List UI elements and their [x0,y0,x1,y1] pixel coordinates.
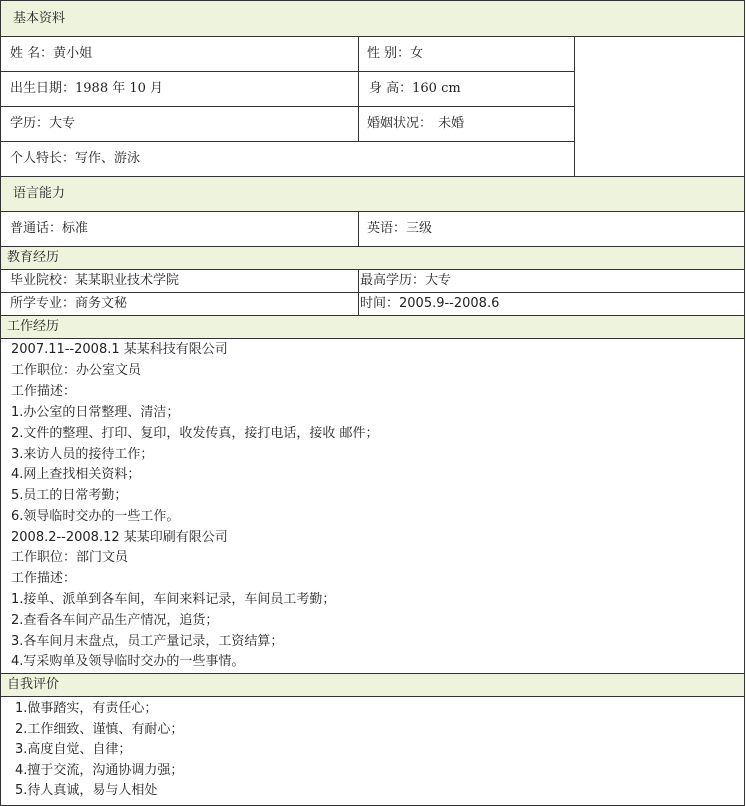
self-eval-line: 1.做事踏实，有责任心； [15,701,158,716]
name-label: 姓 名： [10,46,54,61]
section-language-title: 语言能力 [13,186,66,201]
gender-cell [358,36,575,72]
height-cell [358,71,575,107]
photo-cell [574,36,745,177]
marital-cell [358,106,575,142]
period-cell [358,292,745,316]
work-line: 2007.11--2008.1 某某科技有限公司 [11,342,228,357]
section-basic-header [0,0,745,37]
section-work-title: 工作经历 [7,319,60,334]
section-basic-title: 基本资料 [13,11,66,26]
english-level: 英语：三级 [367,221,433,236]
work-line: 1.办公室的日常整理、清洁； [11,405,180,420]
major-text: 所学专业：商务文秘 [10,296,128,311]
marital-label: 婚姻状况： [367,116,433,131]
skills-label: 个人特长： [10,151,76,166]
work-line: 工作描述： [11,384,77,399]
gender-label: 性 别： [367,46,411,61]
name-value: 黄小姐 [53,46,93,61]
height-label: 身 高： [369,81,413,96]
work-line: 工作职位：部门文员 [11,550,129,565]
edu-value: 大专 [49,116,76,131]
self-eval-content [0,696,745,806]
work-line: 2.文件的整理、打印、复印，收发传真，接打电话，接收 邮件； [11,426,379,441]
mandarin-level: 普通话：标准 [10,221,89,236]
work-line: 1.接单、派单到各车间，车间来料记录，车间员工考勤； [11,592,336,607]
section-self-eval-header [0,673,745,697]
work-line: 5.员工的日常考勤； [11,488,128,503]
birth-cell [0,71,359,107]
marital-value: 未婚 [438,116,465,131]
work-line: 2008.2--2008.12 某某印刷有限公司 [11,530,228,545]
section-self-eval-title: 自我评价 [7,677,60,692]
degree-text: 最高学历：大专 [360,273,452,288]
period-text: 时间：2005.9--2008.6 [360,296,500,311]
work-line: 4.写采购单及领导临时交办的一些事情。 [11,654,245,669]
mandarin-cell [0,211,359,247]
work-line: 3.来访人员的接待工作； [11,447,154,462]
work-line: 3.各车间月末盘点，员工产量记录，工资结算； [11,634,284,649]
school-text: 毕业院校：某某职业技术学院 [10,273,180,288]
name-cell [0,36,359,72]
height-value: 160 cm [412,81,461,96]
birth-value: 1988 年 10 月 [75,81,164,96]
section-language-header [0,176,745,212]
work-content [0,338,745,674]
work-line: 6.领导临时交办的一些工作。 [11,509,180,524]
section-education-header [0,246,745,270]
school-cell [0,269,359,293]
english-cell [358,211,745,247]
education-level-cell [0,106,359,142]
self-eval-line: 2.工作细致、谨慎、有耐心； [15,722,184,737]
section-work-header [0,315,745,339]
work-line: 2.查看各车间产品生产情况，追货； [11,613,219,628]
degree-cell [358,269,745,293]
skills-value: 写作、游泳 [75,151,141,166]
gender-value: 女 [410,46,424,61]
section-education-title: 教育经历 [7,250,60,265]
skills-cell [0,141,575,177]
self-eval-line: 4.擅于交流，沟通协调力强； [15,763,184,778]
work-line: 工作职位：办公室文员 [11,363,142,378]
work-line: 4.网上查找相关资料； [11,467,141,482]
major-cell [0,292,359,316]
birth-label: 出生日期： [10,81,76,96]
self-eval-line: 5.待人真诚，易与人相处 [15,783,158,798]
work-line: 工作描述： [11,571,77,586]
edu-label: 学历： [10,116,50,131]
self-eval-line: 3.高度自觉、自律； [15,742,132,757]
